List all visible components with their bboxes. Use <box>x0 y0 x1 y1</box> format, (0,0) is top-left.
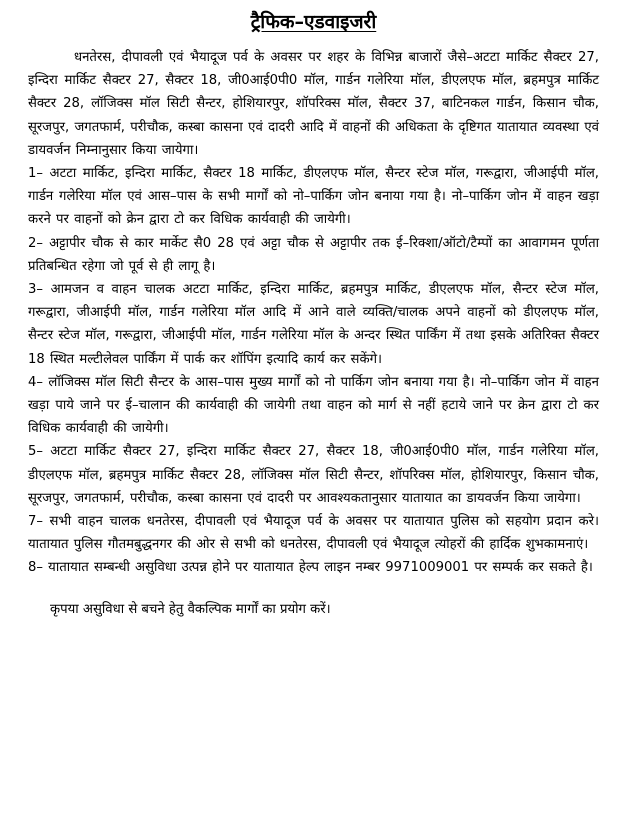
point-1: 1– अटटा मार्किट, इन्दिरा मार्किट, सैक्टर 18 मार्किट, डीएलएफ मॉल, सैन्टर स्टेज मॉल, गरूद्वारा, जीआईपी मॉल, गार्डन गलेरिया मॉल एवं आस–पास के सभी मार्गों को नो–पार्किग जोन बनाया गया है। नो–पार्किग जोन में वाहन खड़ा करने पर वाहनों को क्रेन द्वारा टो कर विधिक कार्यवाही की जायेगी। <box>28 166 599 228</box>
closing-note: कृपया असुविधा से बचने हेतु वैकल्पिक मार्गों का प्रयोग करें। <box>50 601 331 617</box>
point-8: 8– यातायात सम्बन्धी असुविधा उत्पन्न होने पर यातायात हेल्प लाइन नम्बर 9971009001 पर सम्पर्क कर सकते है। <box>28 560 593 576</box>
page-title: ट्रैफिक–एडवाइजरी <box>250 11 377 33</box>
point-2: 2– अट्टापीर चौक से कार मार्केट सै0 28 एवं अट्टा चौक से अट्टापीर तक ई–रिक्शा/ऑटो/टैम्पों का आवागमन पूर्णता प्रतिबन्धित रहेगा जो पूर्व से ही लागू है। <box>28 235 599 274</box>
point-4: 4– लॉजिक्स मॉल सिटी सैन्टर के आस–पास मुख्य मार्गों को नो पार्किग जोन बनाया गया है। नो–पार्किग जोन में वाहन खड़ा पाये जाने पर ई–चालान की कार्यवाही की जायेगी तथा वाहन को मार्ग से नहीं हटाये जाने पर क्रेन द्वारा टो कर विधिक कार्यवाही की जायेगी। <box>28 374 599 437</box>
point-7: 7– सभी वाहन चालक धनतेरस, दीपावली एवं भैयादूज पर्व के अवसर पर यातायात पुलिस को सहयोग प्रदान करे। यातायात पुलिस गौतमबुद्धनगर की ओर से सभी को धनतेरस, दीपावली एवं भैयादूज त्योहरों की हार्दिक शुभकामनाएं। <box>28 514 599 553</box>
intro-paragraph: धनतेरस, दीपावली एवं भैयादूज पर्व के अवसर पर शहर के विभिन्न बाजारों जैसे–अटटा मार्किट सैक्टर 27, इन्दिरा मार्किट सैक्टर 27, सैक्टर 18, जी0आई0पी0 मॉल, गार्डन गलेरिया मॉल, डीएलएफ मॉल, ब्रहमपुत्र मार्किट सैक्टर 28, लॉजिक्स मॉल सिटी सैन्टर, होशियारपुर, शॉपरिक्स मॉल, सैक्टर 37, बाटिनकल गार्डन, किसान चौक, सूरजपुर, जगतफार्म, परीचौक, कस्बा कासना एवं दादरी आदि में वाहनों की अधिकता के दृष्टिगत यातायात व्यवस्था एवं डायवर्जन निम्नानुसार किया जायेगा। <box>28 50 599 158</box>
point-5: 5– अटटा मार्किट सैक्टर 27, इन्दिरा मार्किट सैक्टर 27, सैक्टर 18, जी0आई0पी0 मॉल, गार्डन गलेरिया मॉल, डीएलएफ मॉल, ब्रहमपुत्र मार्किट सैक्टर 28, लॉजिक्स मॉल सिटी सैन्टर, शॉपरिक्स मॉल, होशियारपुर, किसान चौक, सूरजपुर, जगतफार्म, परीचौक, कस्बा कासना एवं दादरी पर आवश्यकतानुसार यातायात का डायवर्जन किया जायेगा। <box>28 444 599 506</box>
point-3: 3– आमजन व वाहन चालक अटटा मार्किट, इन्दिरा मार्किट, ब्रहमपुत्र मार्किट, डीएलएफ मॉल, सैन्टर स्टेज मॉल, गरूद्वारा, जीआईपी मॉल, गार्डन गलेरिया मॉल आदि में आने वाले व्यक्ति/चालक अपने वाहनों को डीएलएफ मॉल, सैन्टर स्टेज मॉल, गरूद्वारा, जीआईपी मॉल, गार्डन गलेरिया मॉल के अन्दर स्थित पार्किंग में तथा इसके अतिरिक्त सैक्टर 18 स्थित मल्टीलेवल पार्किंग में पार्क कर शॉपिंग इत्यादि कार्य कर सकेंगे। <box>28 282 599 367</box>
